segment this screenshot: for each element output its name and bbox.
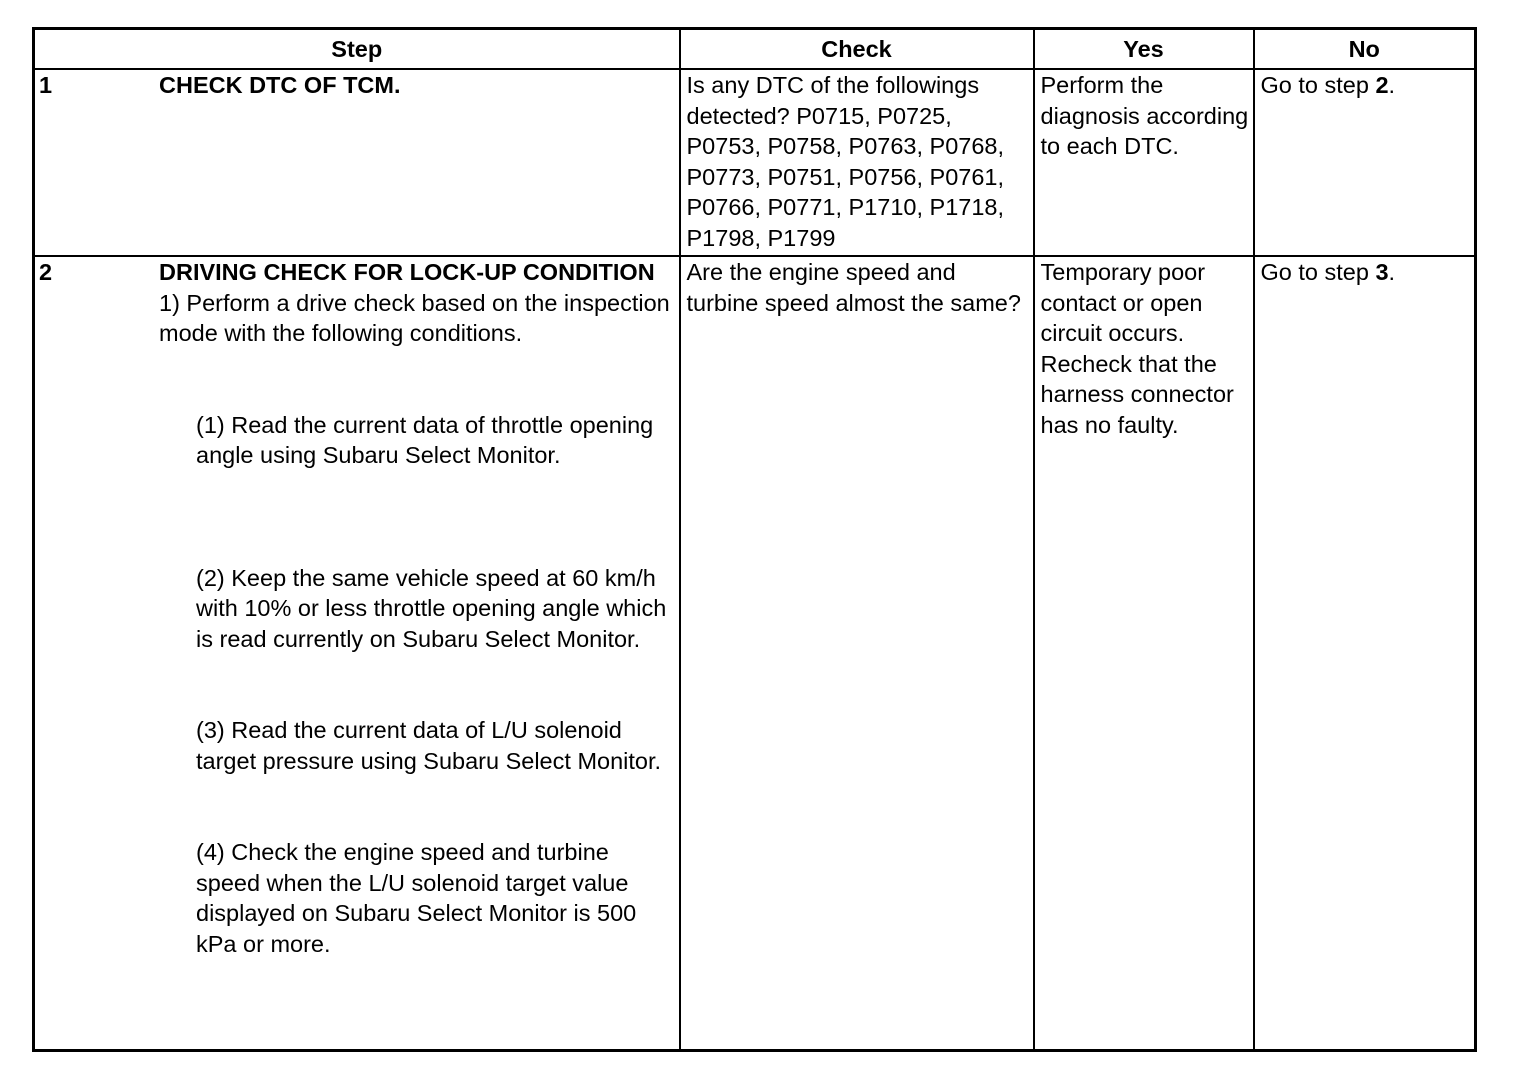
yes-text: Temporary poor contact or open circuit occurs. Recheck that the harness connector has no faulty. xyxy=(1040,259,1234,438)
table-row xyxy=(34,256,1476,1051)
yes-cell xyxy=(1034,256,1254,1051)
step-number: 1 xyxy=(39,72,53,98)
yes-cell xyxy=(1034,69,1254,256)
step-cell xyxy=(34,256,680,1051)
header-no: No xyxy=(1254,29,1476,70)
step-title: DRIVING CHECK FOR LOCK-UP CONDITION xyxy=(159,259,655,285)
substep-4: (4) Check the engine speed and turbine speed when the L/U solenoid target value displayed on Subaru Select Monitor is 500 kPa or more. xyxy=(196,839,637,957)
header-check: Check xyxy=(680,29,1034,70)
substep-3: (3) Read the current data of L/U solenoid target pressure using Subaru Select Monitor. xyxy=(196,717,662,774)
header-step: Step xyxy=(34,29,680,70)
step-number: 2 xyxy=(39,259,53,285)
check-text: Is any DTC of the followings detected? P0715, P0725, P0753, P0758, P0763, P0768, P0773, P0751, P0756, P0761, P0766, P0771, P1710, P1718, P1798, P1799 xyxy=(686,72,1005,251)
no-cell xyxy=(1254,69,1476,256)
step-title: CHECK DTC OF TCM. xyxy=(159,72,401,98)
yes-text: Perform the diagnosis according to each DTC. xyxy=(1040,72,1249,159)
no-suffix: . xyxy=(1388,72,1396,98)
substep-2: (2) Keep the same vehicle speed at 60 km/h with 10% or less throttle opening angle which is read currently on Subaru Select Monitor. xyxy=(196,564,667,652)
table-header-row xyxy=(34,29,1476,70)
step-cell xyxy=(34,69,680,256)
substep-1: (1) Read the current data of throttle opening angle using Subaru Select Monitor. xyxy=(196,411,654,468)
no-step-ref: 3 xyxy=(1375,259,1389,285)
no-cell xyxy=(1254,256,1476,1051)
no-step-ref: 2 xyxy=(1375,72,1389,98)
check-cell xyxy=(680,69,1034,256)
check-text: Are the engine speed and turbine speed almost the same? xyxy=(686,259,1021,316)
step-instruction: 1) Perform a drive check based on the inspection mode with the following conditions. xyxy=(159,289,670,346)
table-row xyxy=(34,69,1476,256)
diagnostic-table xyxy=(32,27,1477,1052)
no-text xyxy=(1255,70,1475,101)
no-prefix: Go to step xyxy=(1260,72,1376,98)
header-yes: Yes xyxy=(1034,29,1254,70)
no-prefix: Go to step xyxy=(1260,259,1376,285)
no-suffix: . xyxy=(1388,259,1396,285)
no-text xyxy=(1255,257,1475,288)
check-cell xyxy=(680,256,1034,1051)
